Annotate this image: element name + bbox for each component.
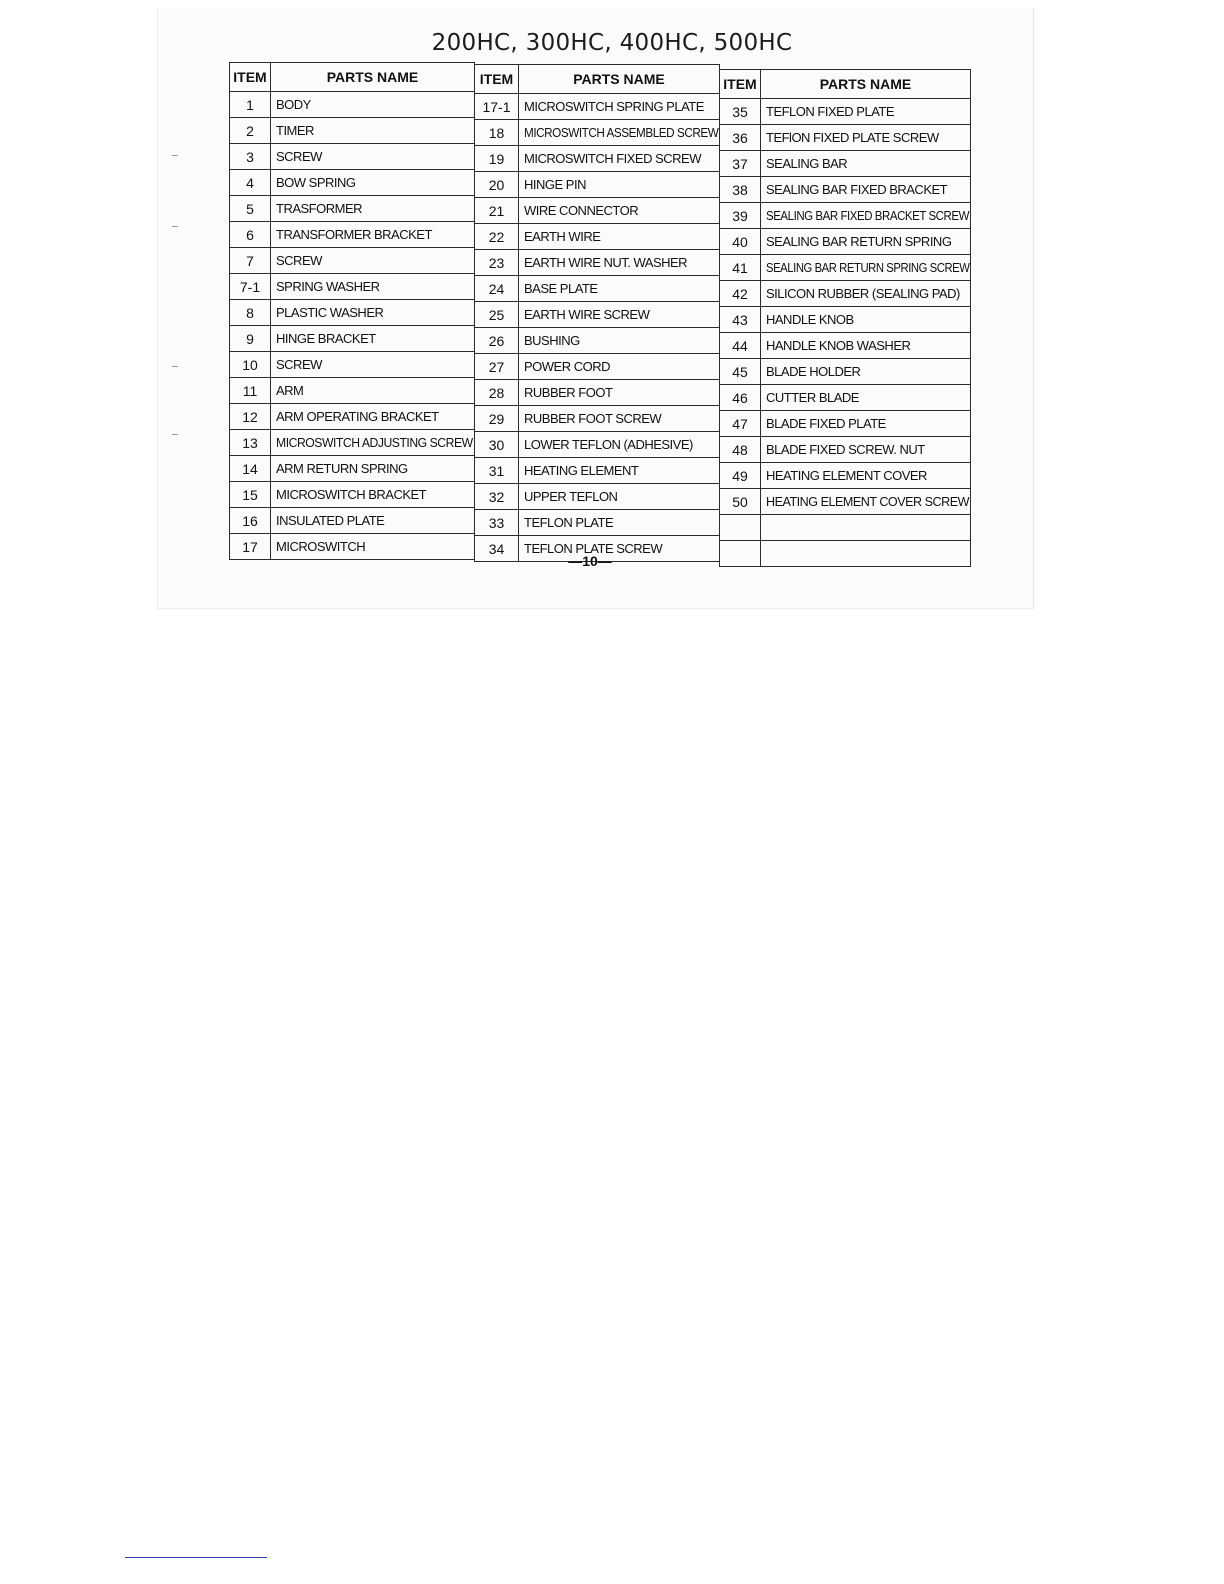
table-row xyxy=(720,437,971,463)
part-name-text: SEALING BAR RETURN SPRING xyxy=(766,234,952,249)
part-name xyxy=(761,229,971,255)
table-row xyxy=(475,432,720,458)
table-row xyxy=(475,172,720,198)
part-name xyxy=(519,172,720,198)
table-row xyxy=(720,255,971,281)
part-name-text: BLADE FIXED SCREW. NUT xyxy=(766,442,925,457)
part-name xyxy=(271,404,475,430)
table-row xyxy=(230,222,475,248)
part-name-text: EARTH WIRE xyxy=(524,229,601,244)
part-name-text: EARTH WIRE NUT. WASHER xyxy=(524,255,688,270)
table-header-row xyxy=(475,65,720,94)
part-name xyxy=(761,255,971,281)
part-name-text: TEFlON FIXED PLATE SCREW xyxy=(766,130,939,145)
item-number: 40 xyxy=(720,229,761,255)
table-row xyxy=(230,248,475,274)
part-name xyxy=(271,482,475,508)
part-name xyxy=(761,307,971,333)
item-number: 41 xyxy=(720,255,761,281)
table-row xyxy=(720,489,971,515)
part-name xyxy=(271,222,475,248)
part-name-text: BUSHING xyxy=(524,333,580,348)
table-row xyxy=(230,508,475,534)
table-row xyxy=(230,118,475,144)
table-row xyxy=(720,359,971,385)
item-number: 18 xyxy=(475,120,519,146)
item-number: 33 xyxy=(475,510,519,536)
part-name-text: TRASFORMER xyxy=(276,201,362,216)
parts-list xyxy=(229,62,970,557)
table-row xyxy=(720,385,971,411)
part-name-text: TIMER xyxy=(276,123,314,138)
part-name xyxy=(761,489,971,515)
part-name xyxy=(519,94,720,120)
item-number: 32 xyxy=(475,484,519,510)
part-name xyxy=(519,146,720,172)
table-row xyxy=(720,307,971,333)
table-row xyxy=(475,224,720,250)
table-row xyxy=(475,120,720,146)
part-name xyxy=(271,456,475,482)
part-name xyxy=(519,120,720,146)
item-number: 27 xyxy=(475,354,519,380)
item-number: 38 xyxy=(720,177,761,203)
part-name-text: POWER CORD xyxy=(524,359,610,374)
item-number: 46 xyxy=(720,385,761,411)
part-name xyxy=(761,99,971,125)
table-row xyxy=(230,196,475,222)
item-number: 31 xyxy=(475,458,519,484)
item-header: ITEM xyxy=(475,65,519,94)
item-number: 5 xyxy=(230,196,271,222)
part-name xyxy=(761,515,971,541)
part-name-text: ARM RETURN SPRING xyxy=(276,461,408,476)
table-row xyxy=(230,274,475,300)
item-number: 43 xyxy=(720,307,761,333)
table-header-row xyxy=(230,63,475,92)
part-name-text: HINGE PIN xyxy=(524,177,586,192)
part-name-text: SEALING BAR RETURN SPRING SCREW xyxy=(766,260,970,275)
part-name-text: MICROSWITCH ADJUSTING SCREW xyxy=(276,435,473,450)
parts-table-2 xyxy=(474,64,720,562)
item-number: 36 xyxy=(720,125,761,151)
part-name xyxy=(271,118,475,144)
item-number: 49 xyxy=(720,463,761,489)
item-number: 15 xyxy=(230,482,271,508)
part-name-text: EARTH WIRE SCREW xyxy=(524,307,650,322)
part-name-text: UPPER TEFLON xyxy=(524,489,618,504)
part-name-text: BLADE FIXED PLATE xyxy=(766,416,886,431)
item-number: 22 xyxy=(475,224,519,250)
item-number: 17-1 xyxy=(475,94,519,120)
part-name xyxy=(761,203,971,229)
part-name xyxy=(519,328,720,354)
part-name-text: RUBBER FOOT xyxy=(524,385,613,400)
part-name xyxy=(271,300,475,326)
item-number: 20 xyxy=(475,172,519,198)
part-name xyxy=(271,326,475,352)
part-name-text: MICROSWITCH BRACKET xyxy=(276,487,427,502)
table-row xyxy=(720,177,971,203)
table-row xyxy=(475,458,720,484)
parts-table-3 xyxy=(719,69,971,567)
item-number: 4 xyxy=(230,170,271,196)
item-number: 6 xyxy=(230,222,271,248)
table-row xyxy=(720,281,971,307)
item-number: 12 xyxy=(230,404,271,430)
table-row xyxy=(230,300,475,326)
page-number: —10— xyxy=(568,553,612,569)
part-name xyxy=(519,484,720,510)
table-row xyxy=(475,250,720,276)
table-row xyxy=(720,333,971,359)
part-name-text: CUTTER BLADE xyxy=(766,390,859,405)
part-name xyxy=(761,151,971,177)
item-number: 3 xyxy=(230,144,271,170)
table-row xyxy=(475,406,720,432)
item-number: 37 xyxy=(720,151,761,177)
part-name-text: MICROSWITCH xyxy=(276,539,366,554)
table-row xyxy=(475,354,720,380)
part-name xyxy=(271,248,475,274)
table-row xyxy=(230,404,475,430)
part-name-text: BOW SPRING xyxy=(276,175,356,190)
part-name-text: RUBBER FOOT SCREW xyxy=(524,411,662,426)
table-row xyxy=(475,328,720,354)
table-row xyxy=(720,411,971,437)
table-row xyxy=(230,326,475,352)
part-name xyxy=(519,250,720,276)
item-number: 25 xyxy=(475,302,519,328)
part-name-text: MICROSWITCH SPRING PLATE xyxy=(524,99,704,114)
part-name-text: TEFLON PLATE xyxy=(524,515,614,530)
table-row xyxy=(475,484,720,510)
table-row xyxy=(230,482,475,508)
item-number: 48 xyxy=(720,437,761,463)
part-name xyxy=(761,333,971,359)
part-name-text: LOWER TEFLON (ADHESIVE) xyxy=(524,437,693,452)
part-name xyxy=(519,276,720,302)
table-row xyxy=(720,229,971,255)
part-name-text: SCREW xyxy=(276,149,322,164)
table-row xyxy=(475,510,720,536)
parts-name-header: PARTS NAME xyxy=(519,65,720,94)
item-header: ITEM xyxy=(230,63,271,92)
table-row xyxy=(475,94,720,120)
part-name xyxy=(519,510,720,536)
part-name xyxy=(519,458,720,484)
item-number: 47 xyxy=(720,411,761,437)
table-row xyxy=(230,430,475,456)
part-name xyxy=(271,378,475,404)
binding-mark xyxy=(172,434,178,435)
part-name xyxy=(519,380,720,406)
parts-table-1 xyxy=(229,62,475,560)
item-number: 29 xyxy=(475,406,519,432)
part-name-text: ARM xyxy=(276,383,304,398)
item-number: 13 xyxy=(230,430,271,456)
page-title: 200HC, 300HC, 400HC, 500HC xyxy=(431,30,793,56)
part-name xyxy=(519,198,720,224)
part-name xyxy=(519,224,720,250)
part-name-text: HINGE BRACKET xyxy=(276,331,376,346)
part-name-text: TRANSFORMER BRACKET xyxy=(276,227,432,242)
part-name-text: SCREW xyxy=(276,357,322,372)
part-name xyxy=(761,385,971,411)
table-row xyxy=(720,151,971,177)
table-row xyxy=(720,515,971,541)
table-row xyxy=(230,456,475,482)
item-number: 19 xyxy=(475,146,519,172)
part-name xyxy=(761,281,971,307)
part-name-text: HEATING ELEMENT COVER xyxy=(766,468,927,483)
item-number: 11 xyxy=(230,378,271,404)
parts-name-header: PARTS NAME xyxy=(761,70,971,99)
part-name xyxy=(519,406,720,432)
part-name xyxy=(271,274,475,300)
part-name-text: WIRE CONNECTOR xyxy=(524,203,639,218)
part-name xyxy=(271,144,475,170)
item-number: 7 xyxy=(230,248,271,274)
item-number: 45 xyxy=(720,359,761,385)
item-number: 14 xyxy=(230,456,271,482)
table-row xyxy=(720,125,971,151)
table-row xyxy=(475,380,720,406)
item-number: 44 xyxy=(720,333,761,359)
table-row xyxy=(230,92,475,118)
item-number: 17 xyxy=(230,534,271,560)
part-name xyxy=(761,437,971,463)
item-header: ITEM xyxy=(720,70,761,99)
scan-mark xyxy=(125,1557,267,1558)
item-number: 24 xyxy=(475,276,519,302)
part-name xyxy=(271,196,475,222)
part-name xyxy=(271,92,475,118)
part-name-text: BLADE HOLDER xyxy=(766,364,861,379)
part-name xyxy=(519,354,720,380)
binding-mark xyxy=(172,155,178,156)
item-number: 30 xyxy=(475,432,519,458)
table-row xyxy=(230,352,475,378)
table-row xyxy=(475,276,720,302)
part-name-text: INSULATED PLATE xyxy=(276,513,385,528)
part-name xyxy=(271,170,475,196)
item-number: 10 xyxy=(230,352,271,378)
part-name xyxy=(761,177,971,203)
table-row xyxy=(475,302,720,328)
item-number: 16 xyxy=(230,508,271,534)
part-name-text: HEATING ELEMENT COVER SCREW xyxy=(766,494,970,509)
item-number: 35 xyxy=(720,99,761,125)
table-row xyxy=(720,463,971,489)
item-number: 1 xyxy=(230,92,271,118)
table-row xyxy=(230,378,475,404)
part-name xyxy=(761,359,971,385)
part-name-text: SCREW xyxy=(276,253,322,268)
part-name-text: TEFLON PLATE SCREW xyxy=(524,541,663,556)
part-name xyxy=(761,125,971,151)
part-name xyxy=(271,430,475,456)
item-number: 2 xyxy=(230,118,271,144)
part-name-text: ARM OPERATING BRACKET xyxy=(276,409,439,424)
table-row xyxy=(475,146,720,172)
part-name xyxy=(271,508,475,534)
part-name-text: PLASTIC WASHER xyxy=(276,305,384,320)
table-row xyxy=(720,99,971,125)
item-number: 8 xyxy=(230,300,271,326)
part-name xyxy=(271,352,475,378)
part-name-text: SEALING BAR xyxy=(766,156,848,171)
table-header-row xyxy=(720,70,971,99)
table-row xyxy=(230,144,475,170)
item-number xyxy=(720,515,761,541)
part-name-text: BASE PLATE xyxy=(524,281,598,296)
part-name-text: HANDLE KNOB WASHER xyxy=(766,338,911,353)
part-name-text: MICROSWITCH FIXED SCREW xyxy=(524,151,701,166)
item-number: 9 xyxy=(230,326,271,352)
item-number: 42 xyxy=(720,281,761,307)
item-number: 26 xyxy=(475,328,519,354)
item-number: 21 xyxy=(475,198,519,224)
item-number: 50 xyxy=(720,489,761,515)
part-name-text: SILICON RUBBER (SEALING PAD) xyxy=(766,286,960,301)
part-name-text: MICROSWITCH ASSEMBLED SCREW xyxy=(524,125,719,140)
part-name xyxy=(761,463,971,489)
item-number: 39 xyxy=(720,203,761,229)
item-number: 34 xyxy=(475,536,519,562)
item-number: 7-1 xyxy=(230,274,271,300)
part-name-text: HEATING ELEMENT xyxy=(524,463,639,478)
table-row xyxy=(720,203,971,229)
part-name-text: SPRING WASHER xyxy=(276,279,380,294)
table-row xyxy=(230,170,475,196)
part-name xyxy=(761,411,971,437)
part-name-text: BODY xyxy=(276,97,311,112)
part-name-text: HANDLE KNOB xyxy=(766,312,854,327)
part-name-text: SEALING BAR FIXED BRACKET xyxy=(766,182,948,197)
table-row xyxy=(475,198,720,224)
part-name xyxy=(519,302,720,328)
binding-mark xyxy=(172,366,178,367)
item-number: 23 xyxy=(475,250,519,276)
part-name-text: TEFLON FIXED PLATE xyxy=(766,104,895,119)
item-number: 28 xyxy=(475,380,519,406)
parts-name-header: PARTS NAME xyxy=(271,63,475,92)
part-name-text: SEALING BAR FIXED BRACKET SCREW xyxy=(766,208,969,223)
binding-mark xyxy=(172,226,178,227)
part-name xyxy=(519,432,720,458)
